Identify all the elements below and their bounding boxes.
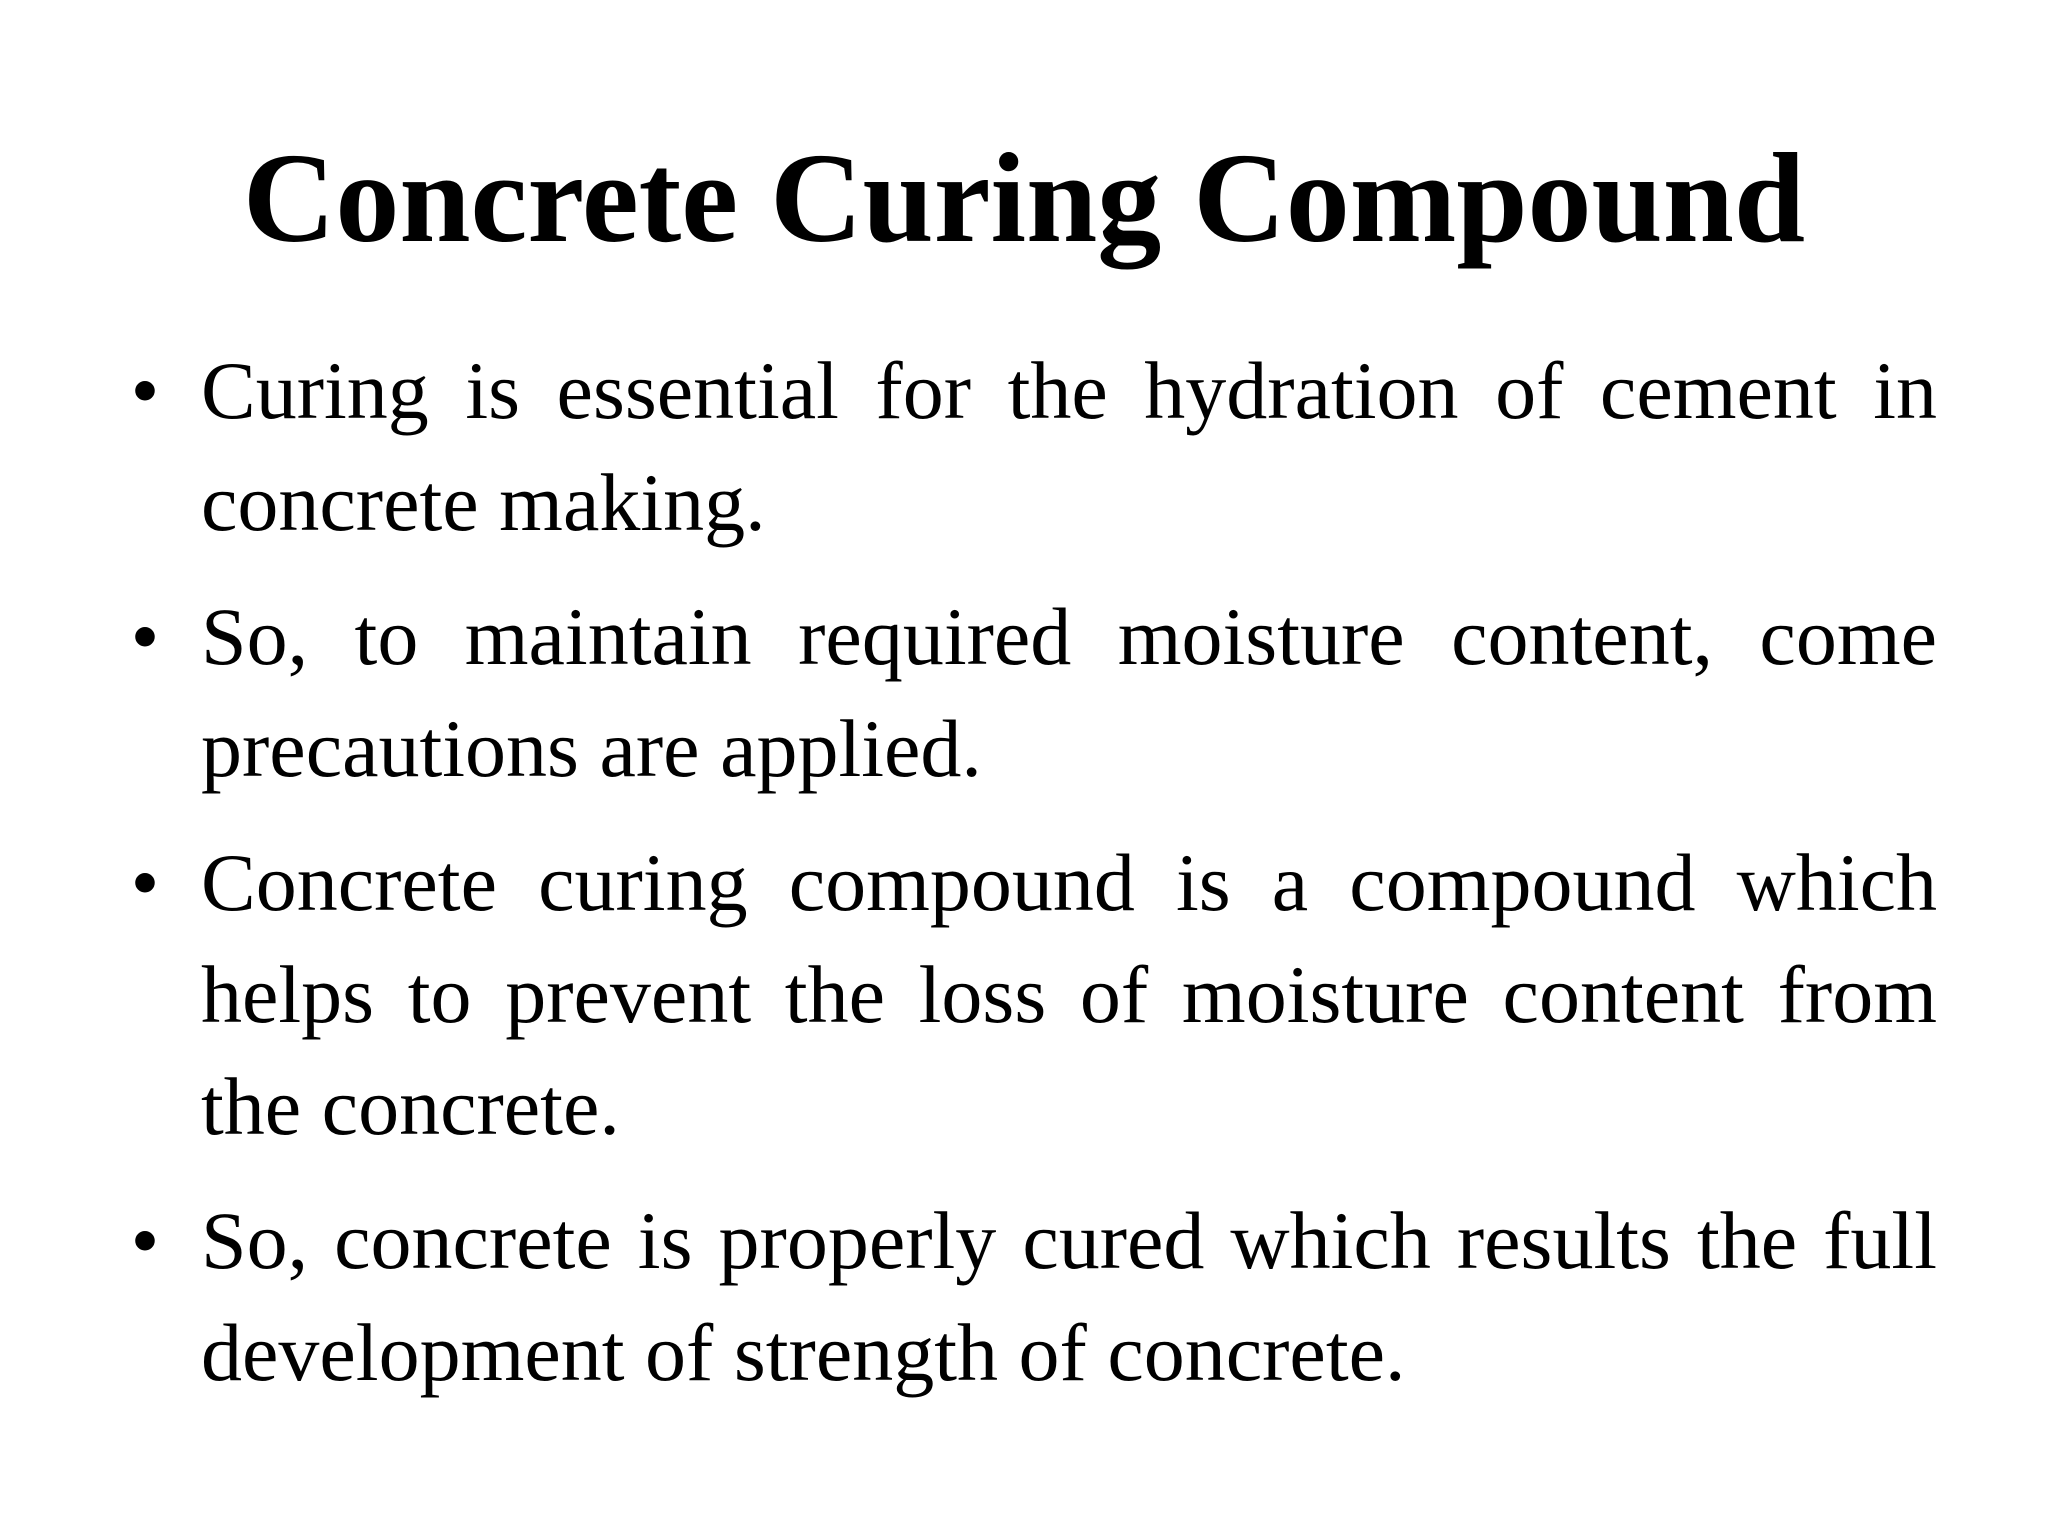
bullet-item [115,581,1937,805]
slide-title: Concrete Curing Compound [242,127,1806,269]
bullet-icon: • [130,837,160,928]
bullet-item [115,335,1937,559]
bullet-text: So, to maintain required moisture content, come precautions are applied. [201,591,1937,794]
bullet-item [115,1185,1937,1409]
bullet-item [115,827,1937,1163]
bullet-list [115,335,1937,1431]
bullet-text: Concrete curing compound is a compound which helps to prevent the loss of moisture content from the concrete. [201,837,1937,1152]
bullet-icon: • [130,1195,160,1286]
bullet-icon: • [130,345,160,436]
bullet-text: Curing is essential for the hydration of cement in concrete making. [201,345,1937,548]
bullet-icon: • [130,591,160,682]
bullet-text: So, concrete is properly cured which results the full development of strength of concrete. [201,1195,1937,1398]
